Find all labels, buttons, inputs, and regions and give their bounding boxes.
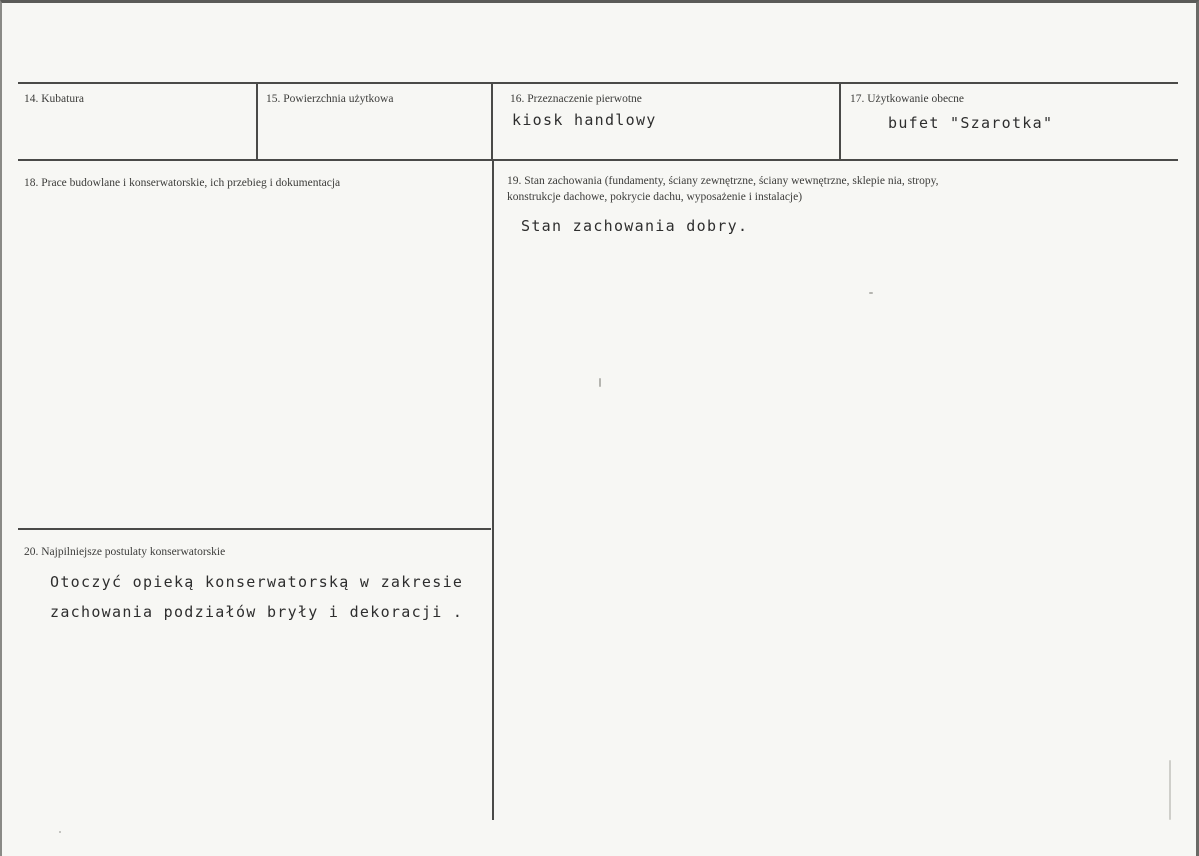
field-16-value: kiosk handlowy [512, 111, 657, 129]
field-18-label: 18. Prace budowlane i konserwatorskie, ich przebieg i dokumentacja [24, 177, 341, 189]
field-14-label: 14. Kubatura [24, 93, 85, 105]
field-20-value-line2: zachowania podziałów bryły i dekoracji . [50, 603, 464, 621]
field-19-label-line1: 19. Stan zachowania (fundamenty, ściany zewnętrzne, ściany wewnętrzne, sklepie nia, stropy, [507, 175, 939, 187]
scan-speck [599, 378, 601, 387]
rule-field20-top [18, 528, 491, 530]
scan-speck [869, 292, 873, 294]
divider-14-15 [256, 83, 258, 161]
field-20-label: 20. Najpilniejsze postulaty konserwatorskie [24, 546, 226, 558]
field-17-value: bufet "Szarotka" [888, 114, 1054, 132]
field-19-value: Stan zachowania dobry. [521, 217, 749, 235]
field-17-label: 17. Użytkowanie obecne [850, 93, 965, 105]
field-16-label: 16. Przeznaczenie pierwotne [510, 93, 642, 105]
divider-main [492, 160, 494, 820]
divider-15-16 [491, 83, 493, 161]
rule-bottom-row1 [18, 159, 1178, 161]
scan-speck [59, 831, 61, 833]
field-15-label: 15. Powierzchnia użytkowa [266, 93, 394, 105]
scan-speck [1169, 760, 1171, 820]
divider-16-17 [839, 83, 841, 161]
field-19-label-line2: konstrukcje dachowe, pokrycie dachu, wyposażenie i instalacje) [507, 191, 803, 203]
field-20-value-line1: Otoczyć opieką konserwatorską w zakresie [50, 573, 464, 591]
rule-top-row1 [18, 82, 1178, 84]
